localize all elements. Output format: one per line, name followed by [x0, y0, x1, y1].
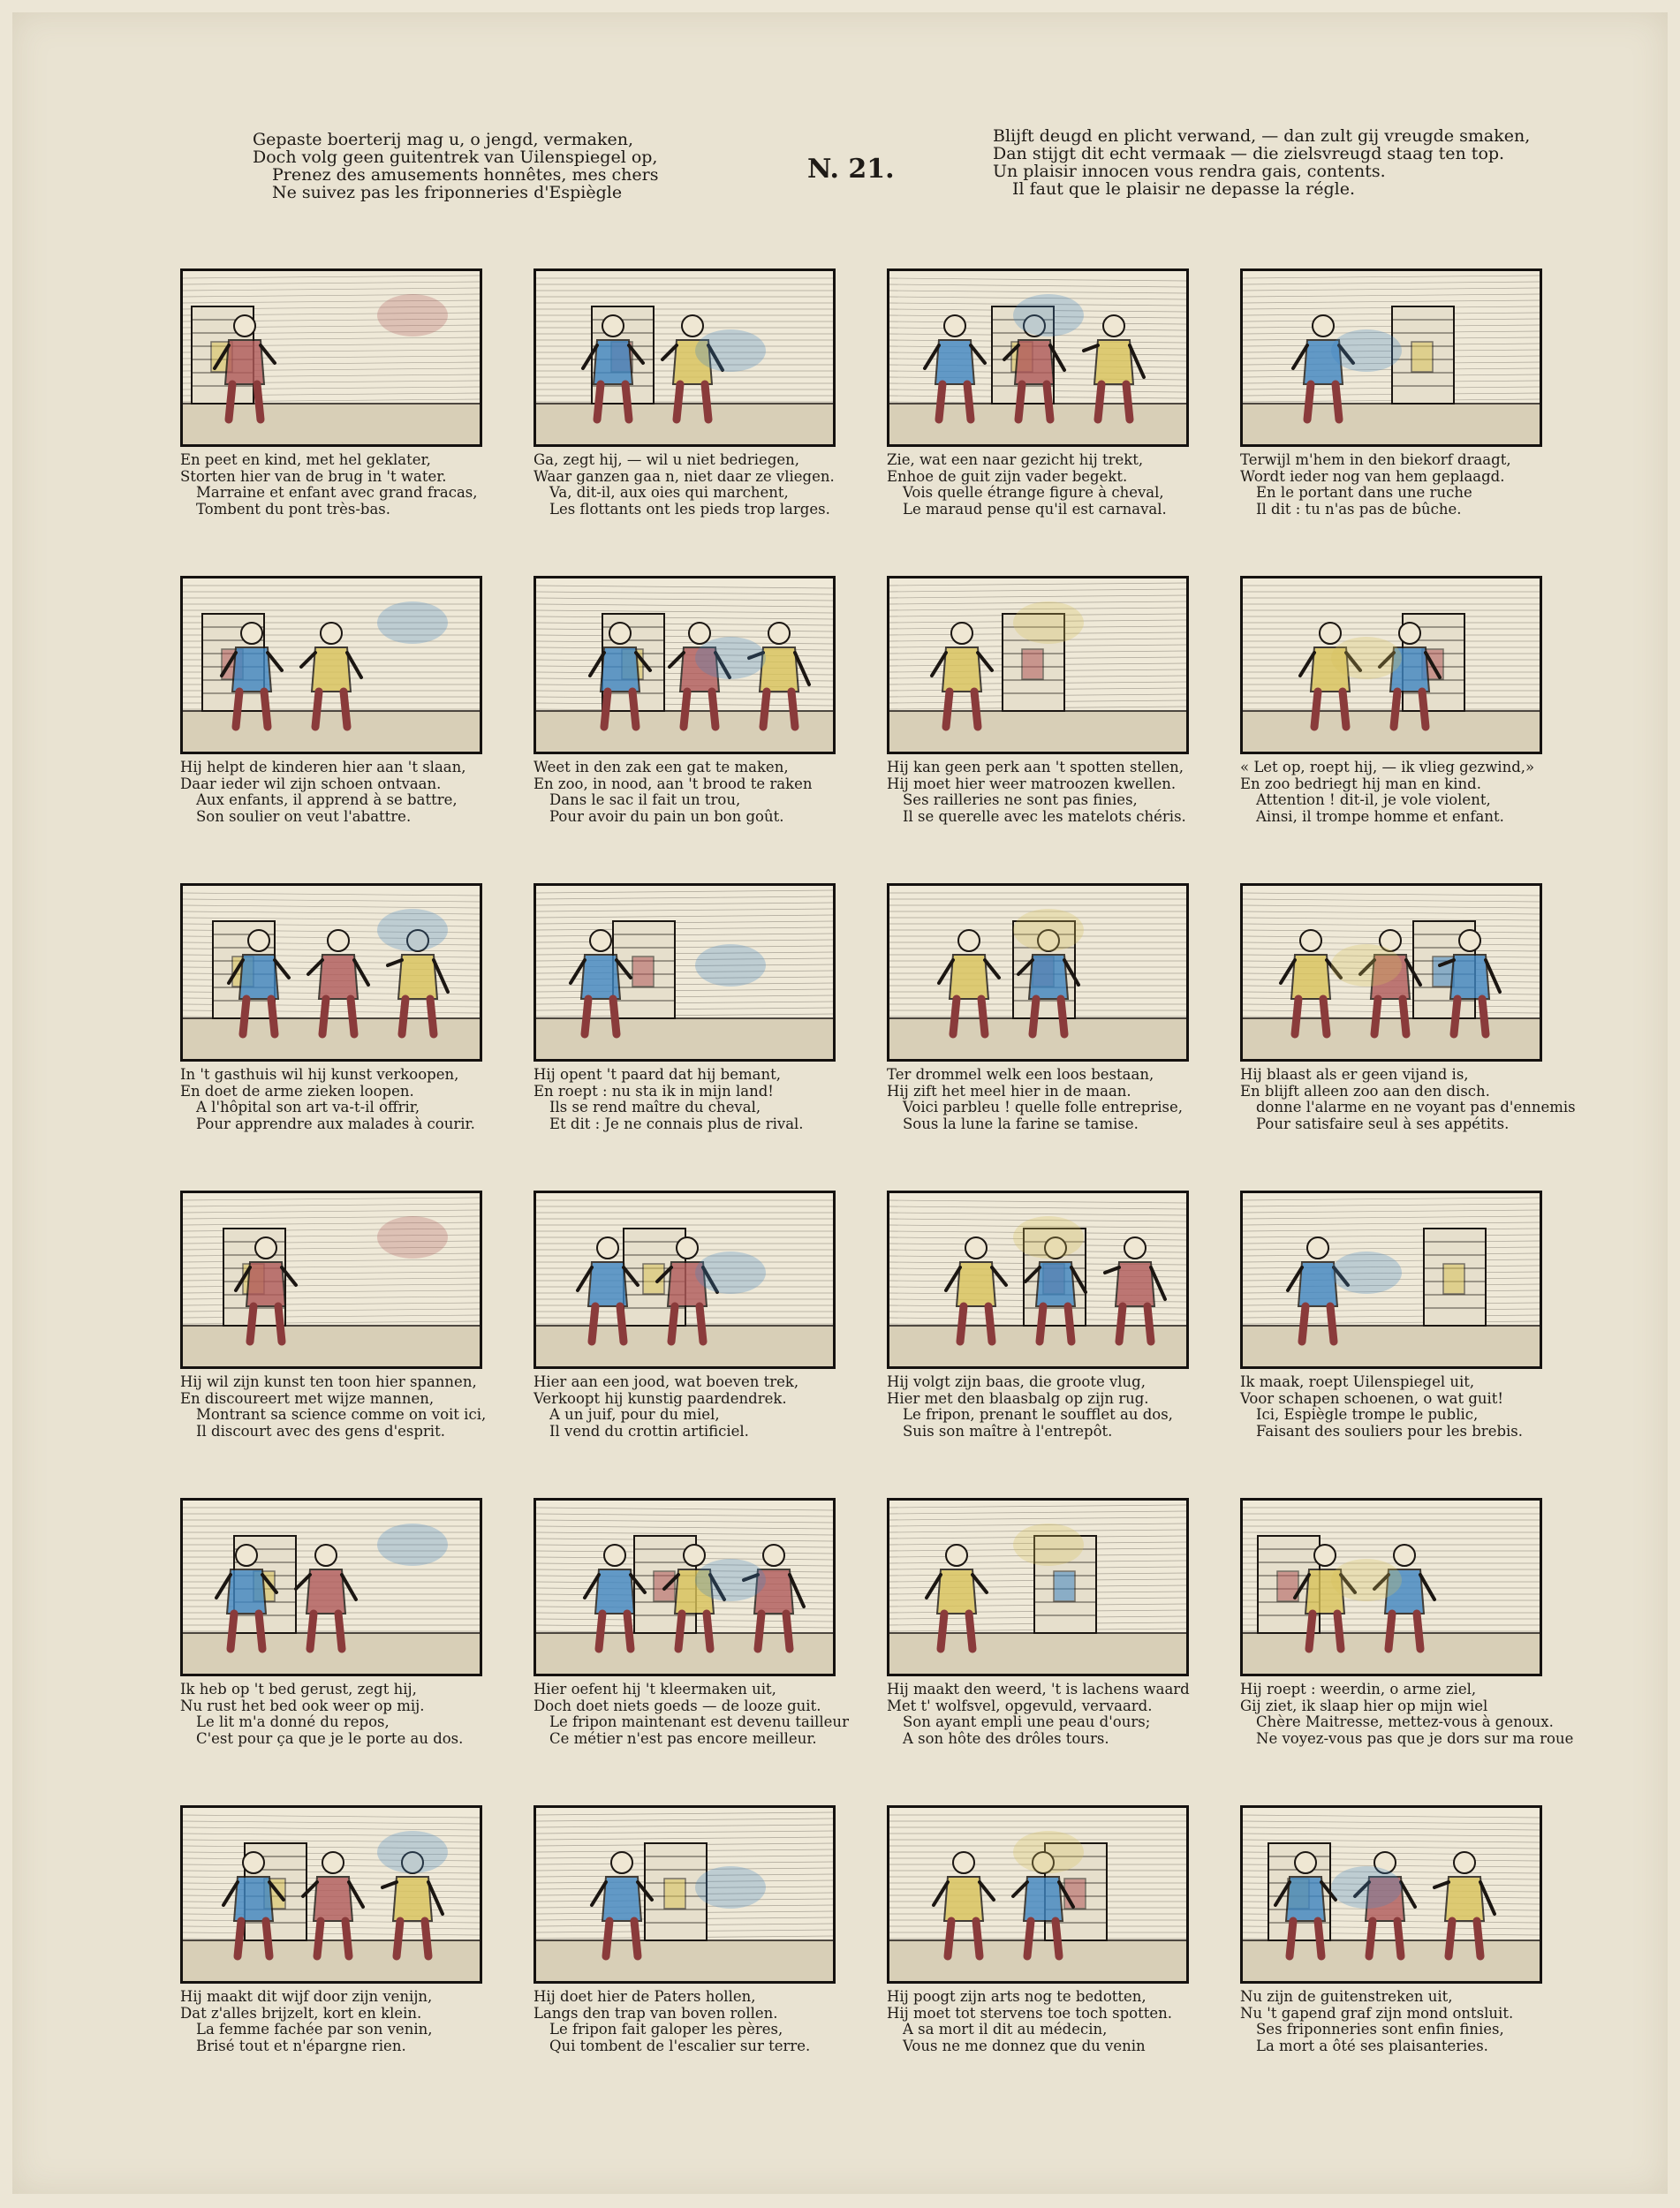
- caption-line-dutch: Hij kan geen perk aan 't spotten stellen,: [887, 759, 1184, 775]
- header-verse-left: [253, 130, 659, 202]
- caption-line-french: Il dit : tu n'as pas de bûche.: [1256, 500, 1462, 518]
- story-panel: [180, 268, 481, 576]
- caption-line-dutch: Hier met den blaasbalg op zijn rug.: [887, 1389, 1149, 1407]
- panel-caption: [887, 1374, 1187, 1440]
- panel-caption: [534, 1989, 834, 2054]
- caption-line-french: Dans le sac il fait un trou,: [549, 791, 741, 808]
- story-panel: [1240, 883, 1576, 1191]
- panel-caption: [534, 1681, 849, 1747]
- caption-line-french: A son hôte des drôles tours.: [903, 1729, 1109, 1747]
- caption-line-french: Il vend du crottin artificiel.: [549, 1422, 749, 1440]
- woodcut-illustration: [534, 268, 836, 447]
- caption-line-french: Le maraud pense qu'il est carnaval.: [903, 500, 1167, 518]
- caption-line-french: Suis son maître à l'entrepôt.: [903, 1422, 1113, 1440]
- caption-line-dutch: Enhoe de guit zijn vader begekt.: [887, 467, 1128, 485]
- panel-caption: [1240, 1989, 1540, 2054]
- panel-caption: [180, 1067, 481, 1132]
- woodcut-illustration: [180, 1805, 482, 1984]
- caption-line-french: Qui tombent de l'escalier sur terre.: [549, 2037, 811, 2054]
- caption-line-french: Ainsi, il trompe homme et enfant.: [1256, 807, 1504, 825]
- woodcut-illustration: [180, 1191, 482, 1369]
- caption-line-dutch: Met t' wolfsvel, opgevuld, vervaard.: [887, 1697, 1153, 1714]
- story-panel: [534, 268, 834, 576]
- caption-line-french: Pour apprendre aux malades à courir.: [196, 1115, 475, 1132]
- caption-line-french: La mort a ôté ses plaisanteries.: [1256, 2037, 1488, 2054]
- caption-line-dutch: Dat z'alles brijzelt, kort en klein.: [180, 2004, 422, 2022]
- caption-line-french: A un juif, pour du miel,: [549, 1406, 720, 1423]
- woodcut-illustration: [887, 1805, 1189, 1984]
- caption-line-dutch: Hier oefent hij 't kleermaken uit,: [534, 1681, 776, 1698]
- verse-line: Prenez des amusements honnêtes, mes chers: [272, 165, 659, 185]
- panel-caption: [1240, 1374, 1540, 1440]
- caption-line-dutch: Verkoopt hij kunstig paardendrek.: [534, 1389, 787, 1407]
- caption-line-french: Il se querelle avec les matelots chéris.: [903, 807, 1186, 825]
- caption-line-french: Attention ! dit-il, je vole violent,: [1256, 791, 1491, 808]
- story-panel: [180, 1191, 487, 1498]
- story-panel: [1240, 576, 1540, 883]
- story-panel: [1240, 1805, 1540, 2113]
- verse-line: Ne suivez pas les friponneries d'Espiègle: [272, 183, 623, 202]
- caption-line-french: Montrant sa science comme on voit ici,: [196, 1406, 487, 1423]
- story-panel: [887, 268, 1187, 576]
- caption-line-dutch: Voor schapen schoenen, o wat guit!: [1240, 1389, 1504, 1407]
- caption-line-dutch: Hij opent 't paard dat hij bemant,: [534, 1066, 781, 1083]
- print-sheet: [12, 12, 1668, 2194]
- caption-line-dutch: Hij roept : weerdin, o arme ziel,: [1240, 1681, 1477, 1698]
- woodcut-illustration: [1240, 268, 1542, 447]
- story-panel: [887, 883, 1187, 1191]
- caption-line-french: Son ayant empli une peau d'ours;: [903, 1713, 1151, 1730]
- caption-line-dutch: Hij doet hier de Paters hollen,: [534, 1988, 756, 2005]
- caption-line-french: C'est pour ça que je le porte au dos.: [196, 1729, 464, 1747]
- caption-line-french: Et dit : Je ne connais plus de rival.: [549, 1115, 804, 1132]
- caption-line-french: Pour satisfaire seul à ses appétits.: [1256, 1115, 1510, 1132]
- story-panel: [534, 576, 834, 883]
- caption-line-french: En le portant dans une ruche: [1256, 484, 1472, 501]
- panel-caption: [887, 1681, 1190, 1747]
- story-panel: [534, 883, 834, 1191]
- verse-line: Doch volg geen guitentrek van Uilenspiegel op,: [253, 147, 658, 167]
- sheet-header: [12, 12, 1668, 224]
- panel-caption: [1240, 1681, 1574, 1747]
- woodcut-illustration: [887, 576, 1189, 754]
- panel-caption: [180, 1682, 481, 1747]
- woodcut-illustration: [534, 883, 836, 1062]
- caption-line-dutch: Terwijl m'hem in den biekorf draagt,: [1240, 451, 1511, 468]
- caption-line-dutch: Gij ziet, ik slaap hier op mijn wiel: [1240, 1697, 1488, 1714]
- woodcut-illustration: [887, 883, 1189, 1062]
- sheet-number: N. 21.: [807, 154, 895, 185]
- caption-line-french: Le fripon maintenant est devenu tailleur: [549, 1713, 849, 1730]
- caption-line-dutch: Daar ieder wil zijn schoen ontvaan.: [180, 775, 442, 792]
- caption-line-french: Le fripon fait galoper les pères,: [549, 2021, 783, 2038]
- woodcut-illustration: [887, 1191, 1189, 1369]
- panel-caption: [887, 760, 1187, 825]
- caption-line-french: Ici, Espiègle trompe le public,: [1256, 1406, 1479, 1423]
- woodcut-illustration: [887, 1498, 1189, 1676]
- caption-line-dutch: En zoo bedriegt hij man en kind.: [1240, 775, 1481, 792]
- panel-caption: [887, 1989, 1187, 2054]
- woodcut-illustration: [180, 576, 482, 754]
- caption-line-dutch: En peet en kind, met hel geklater,: [180, 451, 431, 468]
- verse-line: Gepaste boerterij mag u, o jengd, vermaken,: [253, 130, 634, 149]
- caption-line-french: donne l'alarme en ne voyant pas d'ennemis: [1256, 1099, 1576, 1115]
- story-panel: [1240, 1498, 1574, 1805]
- caption-line-dutch: In 't gasthuis wil hij kunst verkoopen,: [180, 1066, 459, 1083]
- caption-line-dutch: Nu rust het bed ook weer op mij.: [180, 1697, 425, 1714]
- caption-line-dutch: Hij blaast als er geen vijand is,: [1240, 1066, 1469, 1083]
- caption-line-french: Chère Maitresse, mettez-vous à genoux.: [1256, 1713, 1554, 1730]
- story-panel: [180, 883, 481, 1191]
- caption-line-french: Marraine et enfant avec grand fracas,: [196, 484, 478, 501]
- story-panel: [180, 1805, 481, 2113]
- woodcut-illustration: [1240, 1805, 1542, 1984]
- woodcut-illustration: [1240, 883, 1542, 1062]
- story-panel: [180, 1498, 481, 1805]
- story-panel: [887, 576, 1187, 883]
- caption-line-french: Faisant des souliers pour les brebis.: [1256, 1422, 1524, 1440]
- story-panel: [534, 1498, 849, 1805]
- caption-line-french: A l'hôpital son art va-t-il offrir,: [196, 1099, 420, 1115]
- caption-line-dutch: Waar ganzen gaa n, niet daar ze vliegen.: [534, 467, 835, 485]
- story-panel: [887, 1191, 1187, 1498]
- story-panel: [180, 576, 481, 883]
- panel-caption: [180, 1373, 487, 1440]
- woodcut-illustration: [534, 1805, 836, 1984]
- caption-line-french: Va, dit-il, aux oies qui marchent,: [549, 484, 789, 501]
- panel-caption: [180, 1989, 481, 2054]
- panel-caption: [534, 1374, 834, 1440]
- caption-line-dutch: Ga, zegt hij, — wil u niet bedriegen,: [534, 451, 800, 468]
- panel-caption: [1240, 1066, 1576, 1132]
- caption-line-dutch: Hij maakt den weerd, 't is lachens waard: [887, 1681, 1190, 1698]
- caption-line-dutch: Hij helpt de kinderen hier aan 't slaan,: [180, 759, 466, 775]
- story-panel: [887, 1498, 1190, 1805]
- panel-caption: [534, 1067, 834, 1132]
- caption-line-french: Ses friponneries sont enfin finies,: [1256, 2021, 1504, 2038]
- caption-line-french: Ne voyez-vous pas que je dors sur ma roue: [1256, 1729, 1574, 1747]
- caption-line-french: Tombent du pont très-bas.: [196, 500, 391, 518]
- woodcut-illustration: [534, 576, 836, 754]
- caption-line-french: Ce métier n'est pas encore meilleur.: [549, 1729, 817, 1747]
- woodcut-illustration: [180, 883, 482, 1062]
- story-panel: [534, 1805, 834, 2113]
- caption-line-dutch: Hier aan een jood, wat boeven trek,: [534, 1373, 799, 1390]
- caption-line-dutch: Hij poogt zijn arts nog te bedotten,: [887, 1988, 1146, 2005]
- caption-line-french: Brisé tout et n'épargne rien.: [196, 2037, 406, 2054]
- caption-line-dutch: En blijft alleen zoo aan den disch.: [1240, 1082, 1490, 1100]
- caption-line-french: La femme fachée par son venin,: [196, 2021, 433, 2038]
- caption-line-dutch: Nu zijn de guitenstreken uit,: [1240, 1988, 1453, 2005]
- caption-line-french: Les flottants ont les pieds trop larges.: [549, 500, 830, 518]
- caption-line-dutch: En doet de arme zieken loopen.: [180, 1082, 414, 1100]
- caption-line-french: Le fripon, prenant le soufflet au dos,: [903, 1406, 1173, 1423]
- story-panel: [1240, 1191, 1540, 1498]
- verse-line: Un plaisir innocen vous rendra gais, contents.: [993, 162, 1386, 181]
- caption-line-dutch: Nu 't gapend graf zijn mond ontsluit.: [1240, 2004, 1514, 2022]
- caption-line-dutch: Ik heb op 't bed gerust, zegt hij,: [180, 1681, 417, 1698]
- panel-caption: [534, 760, 834, 825]
- caption-line-french: Vois quelle étrange figure à cheval,: [903, 484, 1164, 501]
- panel-caption: [180, 452, 481, 518]
- story-panel: [534, 1191, 834, 1498]
- caption-line-dutch: Wordt ieder nog van hem geplaagd.: [1240, 467, 1505, 485]
- caption-line-french: Ses railleries ne sont pas finies,: [903, 791, 1138, 808]
- caption-line-dutch: Hij maakt dit wijf door zijn venijn,: [180, 1988, 433, 2005]
- caption-line-french: Aux enfants, il apprend à se battre,: [196, 791, 458, 808]
- caption-line-dutch: « Let op, roept hij, — ik vlieg gezwind,»: [1240, 759, 1535, 775]
- verse-line: Dan stijgt dit echt vermaak — die zielsvreugd staag ten top.: [993, 144, 1505, 163]
- header-verse-right: [993, 126, 1531, 199]
- caption-line-dutch: Storten hier van de brug in 't water.: [180, 467, 447, 485]
- caption-line-french: Voici parbleu ! quelle folle entreprise,: [903, 1099, 1184, 1115]
- caption-line-dutch: Weet in den zak een gat te maken,: [534, 759, 789, 775]
- caption-line-dutch: Zie, wat een naar gezicht hij trekt,: [887, 451, 1144, 468]
- caption-line-french: Sous la lune la farine se tamise.: [903, 1115, 1139, 1132]
- woodcut-illustration: [180, 268, 482, 447]
- caption-line-dutch: Hij wil zijn kunst ten toon hier spannen,: [180, 1373, 477, 1390]
- panel-caption: [1240, 760, 1540, 825]
- caption-line-french: Ils se rend maître du cheval,: [549, 1099, 761, 1115]
- caption-line-dutch: Hij moet tot stervens toe toch spotten.: [887, 2004, 1172, 2022]
- verse-line: Blijft deugd en plicht verwand, — dan zult gij vreugde smaken,: [993, 126, 1531, 146]
- woodcut-illustration: [1240, 1498, 1542, 1676]
- caption-line-dutch: Hij zift het meel hier in de maan.: [887, 1082, 1131, 1100]
- story-panel: [1240, 268, 1540, 576]
- caption-line-dutch: Langs den trap van boven rollen.: [534, 2004, 778, 2022]
- caption-line-french: Son soulier on veut l'abattre.: [196, 807, 412, 825]
- woodcut-illustration: [534, 1191, 836, 1369]
- woodcut-illustration: [1240, 576, 1542, 754]
- verse-line: Il faut que le plaisir ne depasse la régle.: [1012, 179, 1356, 199]
- caption-line-dutch: Ter drommel welk een loos bestaan,: [887, 1066, 1154, 1083]
- caption-line-dutch: Hij moet hier weer matroozen kwellen.: [887, 775, 1177, 792]
- caption-line-french: Le lit m'a donné du repos,: [196, 1713, 390, 1730]
- woodcut-illustration: [534, 1498, 836, 1676]
- caption-line-french: Vous ne me donnez que du venin: [903, 2037, 1146, 2054]
- panel-caption: [887, 1067, 1187, 1132]
- woodcut-illustration: [1240, 1191, 1542, 1369]
- caption-line-french: Pour avoir du pain un bon goût.: [549, 807, 784, 825]
- panel-caption: [887, 452, 1187, 518]
- panel-grid: [180, 268, 1576, 2113]
- caption-line-dutch: Doch doet niets goeds — de looze guit.: [534, 1697, 821, 1714]
- caption-line-dutch: En discoureert met wijze mannen,: [180, 1389, 435, 1407]
- woodcut-illustration: [887, 268, 1189, 447]
- caption-line-dutch: Ik maak, roept Uilenspiegel uit,: [1240, 1373, 1475, 1390]
- panel-caption: [1240, 452, 1540, 518]
- panel-caption: [534, 452, 834, 518]
- story-panel: [887, 1805, 1187, 2113]
- woodcut-illustration: [180, 1498, 482, 1676]
- caption-line-french: A sa mort il dit au médecin,: [903, 2021, 1108, 2038]
- caption-line-french: Il discourt avec des gens d'esprit.: [196, 1422, 445, 1440]
- caption-line-dutch: Hij volgt zijn baas, die groote vlug,: [887, 1373, 1146, 1390]
- panel-caption: [180, 760, 481, 825]
- caption-line-dutch: En zoo, in nood, aan 't brood te raken: [534, 775, 813, 792]
- caption-line-dutch: En roept : nu sta ik in mijn land!: [534, 1082, 774, 1100]
